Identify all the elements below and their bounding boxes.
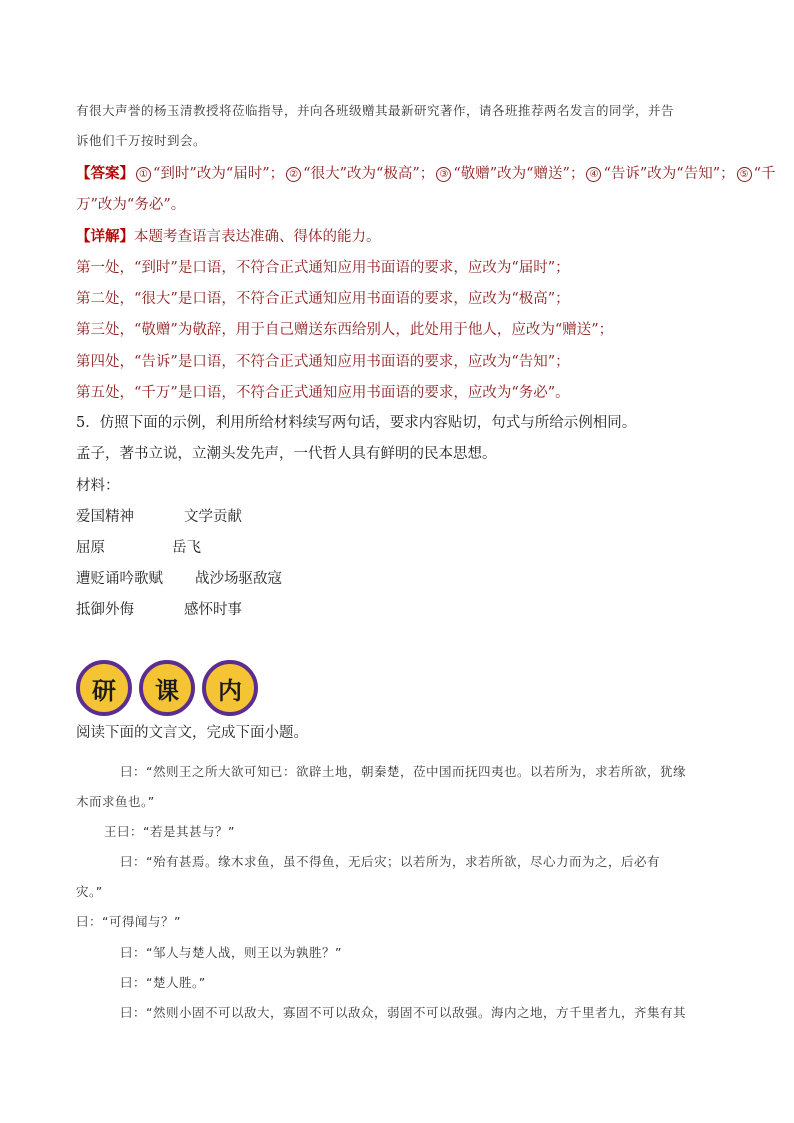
material-item: 战沙场驱敌寇 — [195, 571, 282, 587]
detail-point-4: 第四处，“告诉”是口语，不符合正式通知应用书面语的要求，应改为“告知”； — [76, 354, 570, 370]
answer-line — [76, 164, 776, 184]
circle-number-1: ① — [136, 167, 151, 182]
answer-continuation: 万”改为“务必”。 — [76, 197, 186, 213]
detail-line — [76, 227, 381, 247]
classical-text-line: 曰：“邹人与楚人战，则王以为孰胜？” — [120, 945, 342, 960]
detail-point-3: 第三处，“敬赠”为敬辞，用于自己赠送东西给别人，此处用于他人，应改为“赠送”； — [76, 322, 614, 338]
section-badge-yan: 研 — [76, 660, 132, 716]
circle-number-3: ③ — [436, 167, 451, 182]
classical-text-line: 木而求鱼也。” — [76, 794, 155, 809]
material-item: 抵御外侮 — [76, 602, 134, 618]
notice-text-line-2: 诉他们千万按时到会。 — [76, 133, 207, 148]
section-badges — [76, 660, 276, 716]
circle-number-5: ⑤ — [737, 167, 752, 182]
material-item: 屈原 — [76, 540, 105, 556]
classical-text-line: 曰：“然则小固不可以敌大，寡固不可以敌众，弱固不可以敌强。海内之地，方千里者九，齐集有其 — [120, 1005, 686, 1020]
material-item: 感怀时事 — [184, 602, 242, 618]
answer-part-1: “到时”改为“届时”； — [153, 166, 285, 182]
answer-part-5: “千 — [753, 166, 776, 182]
classical-text-line: 曰：“可得闻与？” — [76, 914, 181, 929]
material-item: 遭贬诵吟歌赋 — [76, 571, 163, 587]
classical-text-line: 王曰：“若是其甚与？” — [104, 824, 235, 839]
material-item: 爱国精神 — [76, 509, 134, 525]
classical-text-line: 曰：“楚人胜。” — [120, 975, 206, 990]
detail-tag: 【详解】 — [76, 228, 134, 245]
notice-text-line-1: 有很大声誉的杨玉清教授将莅临指导，并向各班级赠其最新研究著作，请各班推荐两名发言的同学，并告 — [76, 103, 675, 118]
answer-part-3: “敬赠”改为“赠送”； — [453, 166, 585, 182]
section-badge-nei: 内 — [202, 660, 258, 716]
detail-point-5: 第五处，“千万”是口语，不符合正式通知应用书面语的要求，应改为“务必”。 — [76, 385, 570, 401]
material-item: 文学贡献 — [184, 509, 242, 525]
reading-instruction: 阅读下面的文言文，完成下面小题。 — [76, 725, 308, 741]
detail-point-1: 第一处，“到时”是口语，不符合正式通知应用书面语的要求，应改为“届时”； — [76, 260, 570, 276]
detail-text: 本题考查语言表达准确、得体的能力。 — [134, 229, 381, 245]
material-label: 材料： — [76, 478, 120, 494]
section-badge-ke: 课 — [139, 660, 195, 716]
classical-text-line: 曰：“然则王之所大欲可知已：欲辟土地，朝秦楚，莅中国而抚四夷也。以若所为，求若所欲，犹缘 — [120, 764, 686, 779]
classical-text-line: 灾。” — [76, 884, 103, 899]
answer-part-4: “告诉”改为“告知”； — [603, 166, 735, 182]
material-item: 岳飞 — [172, 540, 201, 556]
question-5: 5．仿照下面的示例，利用所给材料续写两句话，要求内容贴切，句式与所给示例相同。 — [76, 415, 637, 431]
answer-tag: 【答案】 — [76, 165, 134, 182]
circle-number-2: ② — [286, 167, 301, 182]
circle-number-4: ④ — [586, 167, 601, 182]
answer-part-2: “很大”改为“极高”； — [303, 166, 435, 182]
example-sentence: 孟子，著书立说，立潮头发先声，一代哲人具有鲜明的民本思想。 — [76, 446, 497, 462]
classical-text-line: 曰：“殆有甚焉。缘木求鱼，虽不得鱼，无后灾；以若所为，求若所欲，尽心力而为之，后必有 — [120, 854, 660, 869]
detail-point-2: 第二处，“很大”是口语，不符合正式通知应用书面语的要求，应改为“极高”； — [76, 291, 570, 307]
